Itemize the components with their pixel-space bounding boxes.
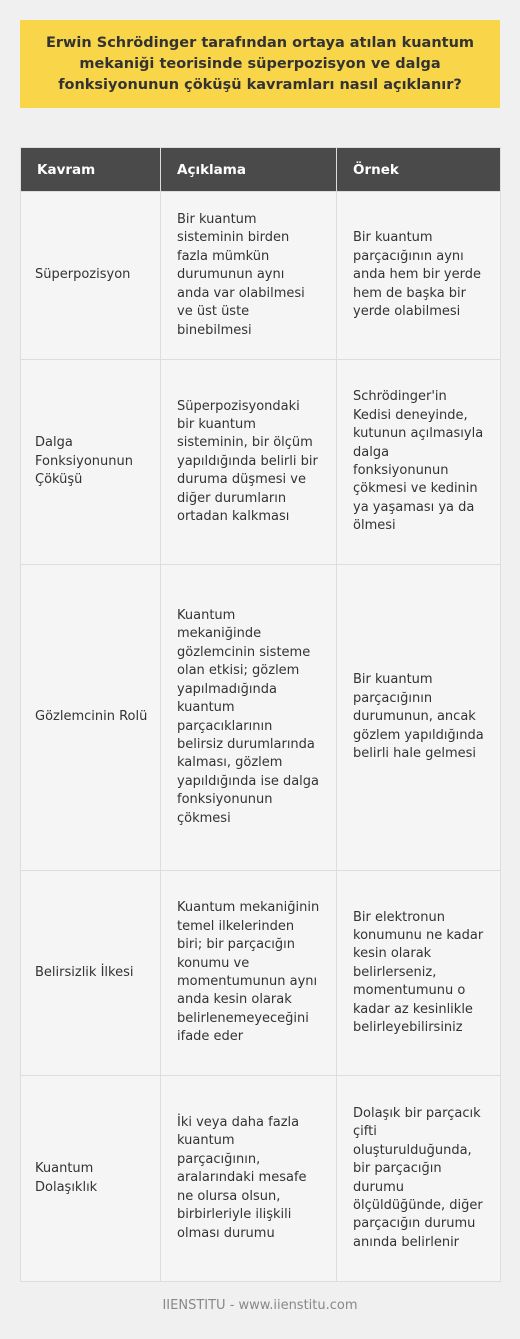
example-cell: Dolaşık bir parçacık çifti oluşturulduğunda, bir parçacığın durumu ölçüldüğünde, diğer parçacığın durumu anında belirlenir	[337, 1076, 501, 1282]
table-row	[21, 1076, 501, 1282]
footer-credit: IIENSTITU - www.iienstitu.com	[162, 1298, 358, 1313]
table-header-row	[21, 148, 501, 192]
description-cell: Bir kuantum sisteminin birden fazla mümkün durumunun aynı anda var olabilmesi ve üst üste binebilmesi	[161, 192, 337, 360]
concept-cell: Belirsizlik İlkesi	[21, 871, 161, 1076]
description-cell: Kuantum mekaniğinin temel ilkelerinden biri; bir parçacığın konumu ve momentumunun aynı anda kesin olarak belirlenemeyeceğini ifade eder	[161, 871, 337, 1076]
description-cell: İki veya daha fazla kuantum parçacığının, aralarındaki mesafe ne olursa olsun, birbirleriyle ilişkili olması durumu	[161, 1076, 337, 1282]
concept-cell: Dalga Fonksiyonunun Çöküşü	[21, 360, 161, 565]
concept-cell: Süperpozisyon	[21, 192, 161, 360]
example-cell: Bir kuantum parçacığının aynı anda hem bir yerde hem de başka bir yerde olabilmesi	[337, 192, 501, 360]
example-cell: Bir elektronun konumunu ne kadar kesin olarak belirlerseniz, momentumunu o kadar az kesinlikle belirleyebilirsiniz	[337, 871, 501, 1076]
concept-cell: Gözlemcinin Rolü	[21, 565, 161, 871]
table-row	[21, 192, 501, 360]
concepts-table	[20, 147, 501, 1282]
example-cell: Bir kuantum parçacığının durumunun, ancak gözlem yapıldığında belirli hale gelmesi	[337, 565, 501, 871]
page-title: Erwin Schrödinger tarafından ortaya atılan kuantum mekaniği teorisinde süperpozisyon ve dalga fonksiyonunun çöküşü kavramları nasıl açıklanır?	[45, 34, 475, 93]
description-cell: Kuantum mekaniğinde gözlemcinin sisteme olan etkisi; gözlem yapılmadığında kuantum parçacıklarının belirsiz durumlarında kalması, gözlem yapıldığında ise dalga fonksiyonunun çökmesi	[161, 565, 337, 871]
header-description: Açıklama	[161, 148, 337, 192]
header-concept: Kavram	[21, 148, 161, 192]
concept-cell: Kuantum Dolaşıklık	[21, 1076, 161, 1282]
table-row	[21, 871, 501, 1076]
table-row	[21, 565, 501, 871]
title-banner	[20, 20, 500, 108]
example-cell: Schrödinger'in Kedisi deneyinde, kutunun açılmasıyla dalga fonksiyonunun çökmesi ve kedinin ya yaşaması ya da ölmesi	[337, 360, 501, 565]
table-row	[21, 360, 501, 565]
header-example: Örnek	[337, 148, 501, 192]
description-cell: Süperpozisyondaki bir kuantum sisteminin, bir ölçüm yapıldığında belirli bir duruma düşmesi ve diğer durumların ortadan kalkması	[161, 360, 337, 565]
